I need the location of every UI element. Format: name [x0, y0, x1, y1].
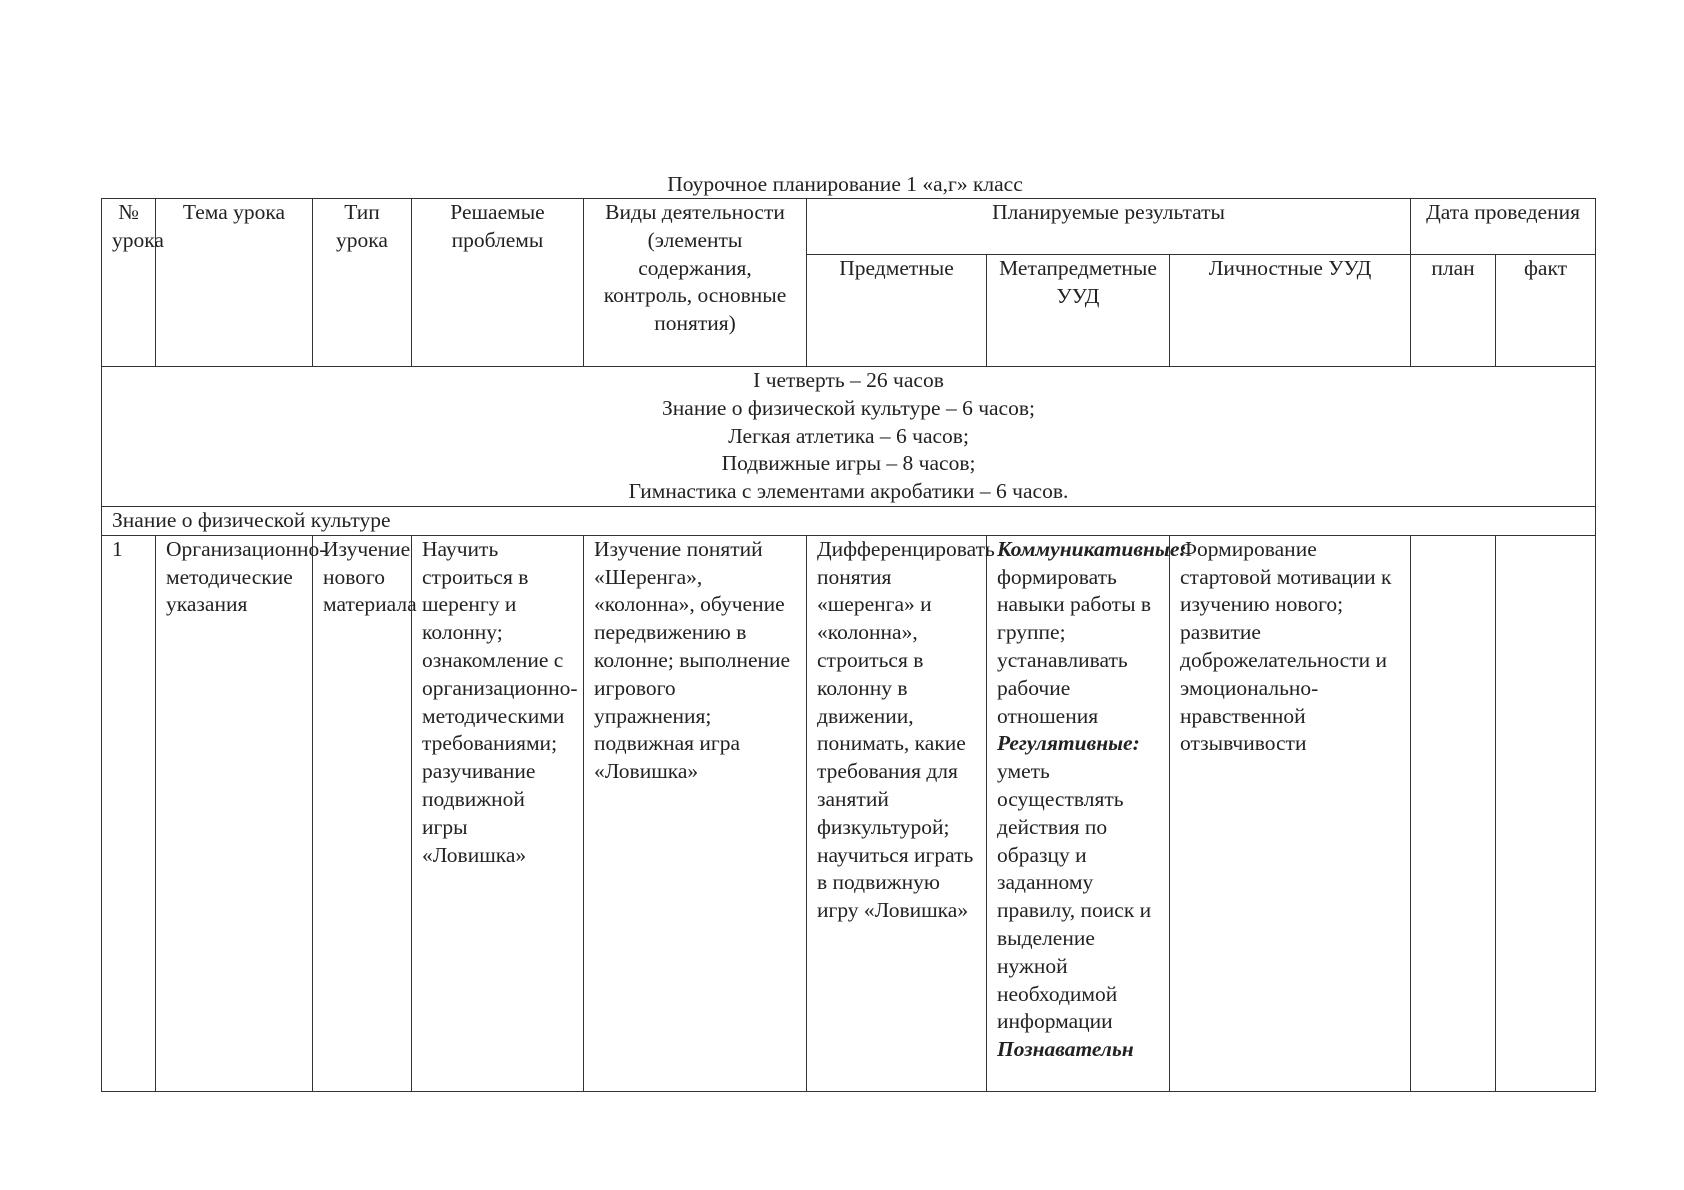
header-problems: Решаемые проблемы — [412, 199, 584, 367]
page-title: Поурочное планирование 1 «а,г» класс — [667, 172, 1023, 196]
header-meta-results: Метапредметные УУД — [987, 255, 1170, 367]
header-topic: Тема урока — [156, 199, 313, 367]
cell-problems: Научить строиться в шеренгу и колонну; ознакомление с организационно-методическими требованиями; разучивание подвижной игры «Ловишка» — [412, 535, 584, 1091]
cell-fact — [1496, 535, 1596, 1091]
cognitive-label: Познавательн — [997, 1037, 1134, 1062]
quarter-line: I четверть – 26 часов — [753, 368, 944, 392]
regulatory-text: уметь осуществлять действия по образцу и заданному правилу, поиск и выделение нужной необходимой информации — [997, 759, 1152, 1034]
regulatory-label: Регулятивные: — [997, 731, 1140, 756]
cell-topic: Организационно-методические указания — [156, 535, 313, 1091]
header-row-top — [102, 199, 1596, 255]
cell-lesson-number: 1 — [102, 535, 156, 1091]
quarter-line: Подвижные игры – 8 часов; — [721, 451, 976, 476]
quarter-line: Гимнастика с элементами акробатики – 6 часов. — [628, 479, 1069, 504]
communicative-text: формировать навыки работы в группе; устанавливать рабочие отношения — [997, 564, 1152, 728]
header-subject-results: Предметные — [807, 255, 987, 367]
quarter-line: Легкая атлетика – 6 часов; — [728, 423, 969, 448]
header-activities: Виды деятельности (элементы содержания, контроль, основные понятия) — [584, 199, 807, 367]
header-date: Дата проведения — [1411, 199, 1596, 255]
cell-meta-results — [987, 535, 1187, 1091]
quarter-row — [102, 367, 1596, 507]
quarter-line: Знание о физической культуре – 6 часов; — [662, 395, 1035, 420]
section-title: Знание о физической культуре — [102, 507, 1596, 536]
cell-subject-results: Дифференцировать понятия «шеренга» и «колонна», строиться в колонну в движении, понимать, какие требования для занятий физкультурой; научиться играть в подвижную игру «Ловишка» — [807, 535, 987, 1091]
cell-plan — [1411, 535, 1496, 1091]
quarter-summary — [102, 367, 1596, 507]
cell-activities: Изучение понятий «Шеренга», «колонна», обучение передвижению в колонне; выполнение игрового упражнения; подвижная игра «Ловишка» — [584, 535, 807, 1091]
lesson-plan-table — [101, 198, 1596, 1092]
communicative-label: Коммуникативные: — [997, 536, 1187, 561]
cell-type: Изучение нового материала — [313, 535, 412, 1091]
cell-personal-results: Формирование стартовой мотивации к изучению нового; развитие доброжелательности и эмоционально-нравственной отзывчивости — [1170, 535, 1411, 1091]
section-row — [102, 507, 1596, 536]
header-lesson-number: № урока — [102, 199, 156, 367]
header-type: Тип урока — [313, 199, 412, 367]
header-planned-results: Планируемые результаты — [807, 199, 1411, 255]
header-personal-results: Личностные УУД — [1170, 255, 1411, 367]
table-row — [102, 535, 1596, 1091]
header-plan: план — [1411, 255, 1496, 367]
header-fact: факт — [1496, 255, 1596, 367]
